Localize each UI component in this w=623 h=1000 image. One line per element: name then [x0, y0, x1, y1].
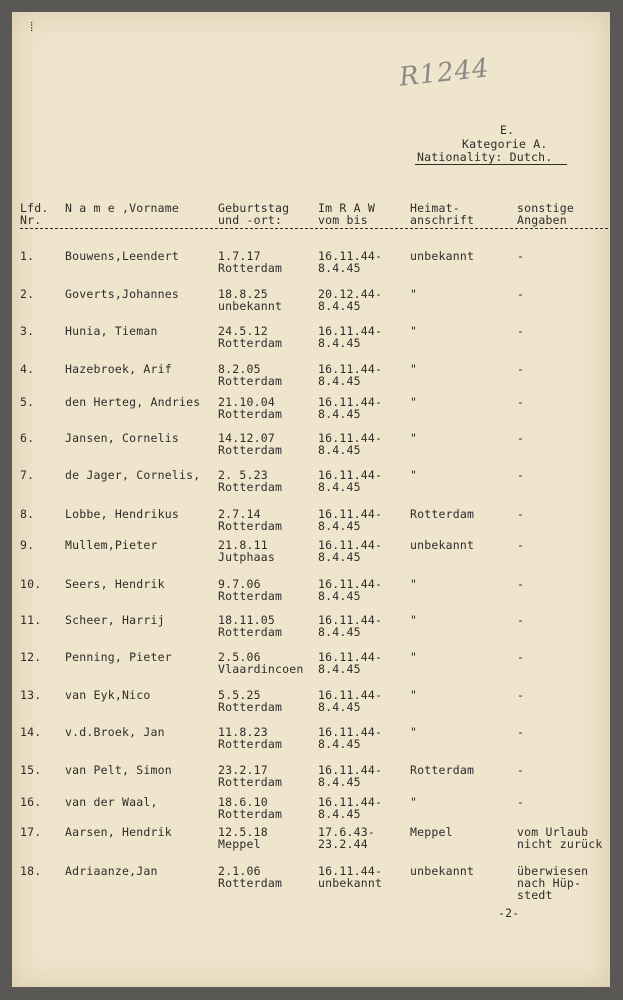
row-birth-place: Rotterdam — [218, 700, 283, 714]
row-home-address: " — [410, 650, 418, 664]
row-raw-from: 16.11.44- — [318, 864, 383, 878]
row-birth-date: 5.5.25 — [218, 688, 261, 702]
row-raw-from: 16.11.44- — [318, 507, 383, 521]
row-remarks-1: - — [517, 763, 525, 777]
row-remarks-1: - — [517, 538, 525, 552]
row-home-address: " — [410, 362, 418, 376]
row-remarks-1: - — [517, 725, 525, 739]
row-name: Lobbe, Hendrikus — [65, 507, 179, 521]
row-name: de Jager, Cornelis, — [65, 468, 201, 482]
row-home-address: " — [410, 395, 418, 409]
row-raw-from: 16.11.44- — [318, 431, 383, 445]
row-raw-from: 16.11.44- — [318, 395, 383, 409]
row-birth-date: 18.6.10 — [218, 795, 268, 809]
row-remarks-1: - — [517, 249, 525, 263]
row-raw-to: 8.4.45 — [318, 480, 361, 494]
row-home-address: " — [410, 287, 418, 301]
row-home-address: " — [410, 725, 418, 739]
row-remarks-1: - — [517, 795, 525, 809]
col-sonstige-label-1: sonstige — [517, 201, 574, 215]
row-raw-from: 16.11.44- — [318, 362, 383, 376]
row-birth-date: 8.2.05 — [218, 362, 261, 376]
row-remarks-1: - — [517, 287, 525, 301]
row-remarks-1: - — [517, 688, 525, 702]
row-birth-place: Jutphaas — [218, 550, 275, 564]
row-remarks-1: - — [517, 431, 525, 445]
row-number: 8. — [20, 507, 35, 521]
row-remarks-2: nach Hüp- — [517, 876, 582, 890]
col-nr-label-2: Nr. — [20, 213, 42, 227]
col-name-label: N a m e ,Vorname — [65, 201, 179, 215]
row-home-address: " — [410, 324, 418, 338]
col-geburt-label-2: und -ort: — [218, 213, 283, 227]
col-nr-label-1: Lfd. — [20, 201, 49, 215]
row-raw-from: 16.11.44- — [318, 725, 383, 739]
row-raw-to: 8.4.45 — [318, 662, 361, 676]
col-heimat-label-2: anschrift — [410, 213, 475, 227]
row-raw-to: 8.4.45 — [318, 807, 361, 821]
row-birth-place: unbekannt — [218, 299, 283, 313]
row-number: 2. — [20, 287, 35, 301]
row-raw-from: 16.11.44- — [318, 688, 383, 702]
nationality-underline — [415, 164, 567, 165]
row-birth-place: Rotterdam — [218, 876, 283, 890]
row-raw-to: 8.4.45 — [318, 443, 361, 457]
row-raw-to: 8.4.45 — [318, 336, 361, 350]
row-birth-date: 1.7.17 — [218, 249, 261, 263]
row-name: Mullem,Pieter — [65, 538, 158, 552]
row-number: 17. — [20, 825, 42, 839]
row-birth-place: Rotterdam — [218, 775, 283, 789]
col-geburt-label-1: Geburtstag — [218, 201, 290, 215]
row-birth-place: Rotterdam — [218, 519, 283, 533]
row-raw-to: 8.4.45 — [318, 299, 361, 313]
row-raw-from: 16.11.44- — [318, 650, 383, 664]
corner-mark: ⁞ — [28, 20, 36, 34]
row-raw-from: 17.6.43- — [318, 825, 375, 839]
page-number: -2- — [498, 906, 520, 920]
row-name: Bouwens,Leendert — [65, 249, 179, 263]
row-remarks-1: - — [517, 613, 525, 627]
row-birth-date: 21.8.11 — [218, 538, 268, 552]
archive-annotation: R1244 — [397, 53, 492, 93]
row-birth-date: 11.8.23 — [218, 725, 268, 739]
row-raw-to: 8.4.45 — [318, 550, 361, 564]
row-birth-place: Rotterdam — [218, 443, 283, 457]
row-birth-place: Rotterdam — [218, 374, 283, 388]
row-birth-date: 2.7.14 — [218, 507, 261, 521]
row-raw-to: 8.4.45 — [318, 700, 361, 714]
row-remarks-1: - — [517, 324, 525, 338]
row-name: Jansen, Cornelis — [65, 431, 179, 445]
row-name: van der Waal, — [65, 795, 158, 809]
row-name: den Herteg, Andries — [65, 395, 201, 409]
row-number: 4. — [20, 362, 35, 376]
row-number: 15. — [20, 763, 42, 777]
row-birth-place: Rotterdam — [218, 336, 283, 350]
row-raw-to: 8.4.45 — [318, 374, 361, 388]
row-raw-from: 20.12.44- — [318, 287, 383, 301]
row-number: 9. — [20, 538, 35, 552]
row-raw-from: 16.11.44- — [318, 468, 383, 482]
row-remarks-1: - — [517, 577, 525, 591]
row-number: 10. — [20, 577, 42, 591]
row-name: Goverts,Johannes — [65, 287, 179, 301]
row-home-address: unbekannt — [410, 538, 475, 552]
row-birth-place: Rotterdam — [218, 480, 283, 494]
row-birth-date: 2.1.06 — [218, 864, 261, 878]
row-home-address: " — [410, 577, 418, 591]
row-raw-from: 16.11.44- — [318, 538, 383, 552]
row-home-address: Rotterdam — [410, 507, 475, 521]
row-remarks-1: - — [517, 507, 525, 521]
row-raw-to: 8.4.45 — [318, 625, 361, 639]
header-separator — [20, 228, 608, 229]
row-birth-date: 18.11.05 — [218, 613, 275, 627]
row-home-address: Rotterdam — [410, 763, 475, 777]
col-sonstige-label-2: Angaben — [517, 213, 567, 227]
row-number: 7. — [20, 468, 35, 482]
row-birth-date: 9.7.06 — [218, 577, 261, 591]
col-raw-label-2: vom bis — [318, 213, 368, 227]
row-number: 5. — [20, 395, 35, 409]
row-raw-from: 16.11.44- — [318, 795, 383, 809]
row-number: 13. — [20, 688, 42, 702]
row-raw-to: unbekannt — [318, 876, 383, 890]
row-birth-place: Rotterdam — [218, 625, 283, 639]
col-heimat-label-1: Heimat- — [410, 201, 460, 215]
row-home-address: " — [410, 431, 418, 445]
row-home-address: unbekannt — [410, 864, 475, 878]
row-number: 12. — [20, 650, 42, 664]
row-birth-date: 12.5.18 — [218, 825, 268, 839]
row-birth-date: 2. 5.23 — [218, 468, 268, 482]
row-birth-date: 23.2.17 — [218, 763, 268, 777]
row-name: Hunia, Tieman — [65, 324, 158, 338]
row-raw-to: 8.4.45 — [318, 407, 361, 421]
row-name: Aarsen, Hendrik — [65, 825, 172, 839]
row-raw-from: 16.11.44- — [318, 324, 383, 338]
row-home-address: Meppel — [410, 825, 453, 839]
col-raw-label-1: Im R A W — [318, 201, 375, 215]
row-raw-to: 8.4.45 — [318, 737, 361, 751]
row-birth-date: 2.5.06 — [218, 650, 261, 664]
header-kategorie: Kategorie A. — [462, 137, 548, 151]
row-number: 6. — [20, 431, 35, 445]
row-raw-to: 8.4.45 — [318, 775, 361, 789]
row-name: Penning, Pieter — [65, 650, 172, 664]
row-home-address: " — [410, 613, 418, 627]
row-birth-date: 21.10.04 — [218, 395, 275, 409]
row-home-address: " — [410, 795, 418, 809]
row-number: 14. — [20, 725, 42, 739]
header-e: E. — [500, 123, 515, 137]
row-birth-place: Rotterdam — [218, 807, 283, 821]
row-home-address: " — [410, 688, 418, 702]
row-name: Hazebroek, Arif — [65, 362, 172, 376]
row-raw-to: 8.4.45 — [318, 589, 361, 603]
row-birth-date: 14.12.07 — [218, 431, 275, 445]
row-birth-place: Meppel — [218, 837, 261, 851]
row-birth-place: Rotterdam — [218, 261, 283, 275]
row-number: 16. — [20, 795, 42, 809]
row-raw-to: 8.4.45 — [318, 519, 361, 533]
row-home-address: unbekannt — [410, 249, 475, 263]
row-home-address: " — [410, 468, 418, 482]
row-birth-place: Rotterdam — [218, 589, 283, 603]
row-raw-from: 16.11.44- — [318, 763, 383, 777]
row-birth-place: Vlaardincoen — [218, 662, 304, 676]
row-raw-from: 16.11.44- — [318, 249, 383, 263]
row-raw-from: 16.11.44- — [318, 577, 383, 591]
row-name: van Pelt, Simon — [65, 763, 172, 777]
header-nationality: Nationality: Dutch. — [417, 150, 553, 164]
row-number: 18. — [20, 864, 42, 878]
row-number: 1. — [20, 249, 35, 263]
row-remarks-1: überwiesen — [517, 864, 589, 878]
row-remarks-1: - — [517, 395, 525, 409]
row-raw-to: 8.4.45 — [318, 261, 361, 275]
row-name: Adriaanze,Jan — [65, 864, 158, 878]
row-remarks-1: - — [517, 468, 525, 482]
row-birth-place: Rotterdam — [218, 407, 283, 421]
row-name: Seers, Hendrik — [65, 577, 165, 591]
row-remarks-1: vom Urlaub — [517, 825, 589, 839]
row-number: 11. — [20, 613, 42, 627]
row-remarks-3: stedt — [517, 888, 553, 902]
row-birth-date: 24.5.12 — [218, 324, 268, 338]
row-birth-date: 18.8.25 — [218, 287, 268, 301]
row-remarks-2: nicht zurück — [517, 837, 603, 851]
row-name: van Eyk,Nico — [65, 688, 151, 702]
row-remarks-1: - — [517, 362, 525, 376]
row-remarks-1: - — [517, 650, 525, 664]
row-birth-place: Rotterdam — [218, 737, 283, 751]
row-name: v.d.Broek, Jan — [65, 725, 165, 739]
row-raw-from: 16.11.44- — [318, 613, 383, 627]
row-raw-to: 23.2.44 — [318, 837, 368, 851]
row-name: Scheer, Harrij — [65, 613, 165, 627]
row-number: 3. — [20, 324, 35, 338]
